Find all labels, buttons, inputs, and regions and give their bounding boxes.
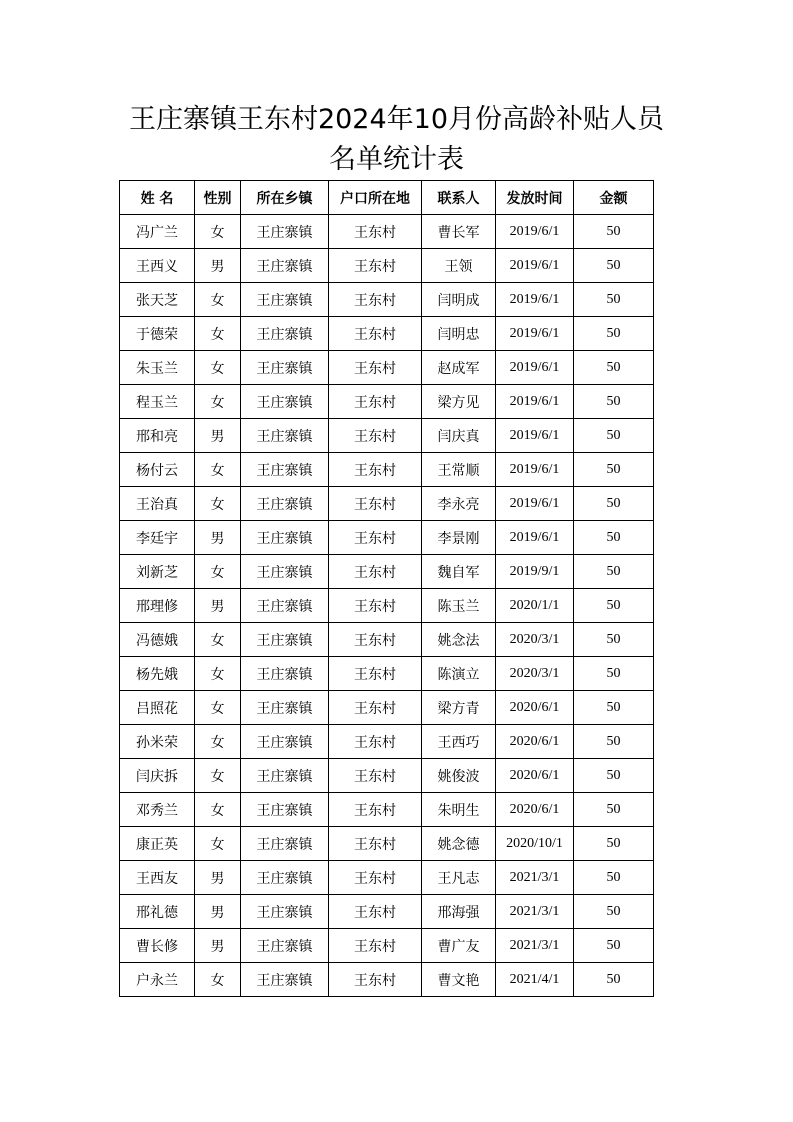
cell-household-registration: 王东村: [329, 827, 422, 861]
cell-amount: 50: [574, 453, 654, 487]
document-title-line-1: 王庄寨镇王东村2024年10月份高龄补贴人员: [128, 104, 665, 135]
cell-amount: 50: [574, 657, 654, 691]
cell-name: 王治真: [120, 487, 195, 521]
cell-contact: 曹文艳: [422, 963, 496, 997]
cell-issue-date: 2021/3/1: [496, 861, 574, 895]
cell-issue-date: 2021/3/1: [496, 929, 574, 963]
cell-contact: 邢海强: [422, 895, 496, 929]
cell-issue-date: 2019/6/1: [496, 317, 574, 351]
cell-contact: 曹广友: [422, 929, 496, 963]
table-row: [120, 419, 654, 453]
cell-contact: 梁方见: [422, 385, 496, 419]
cell-amount: 50: [574, 623, 654, 657]
cell-gender: 女: [195, 759, 241, 793]
cell-township: 王庄寨镇: [241, 929, 329, 963]
cell-amount: 50: [574, 215, 654, 249]
cell-name: 闫庆拆: [120, 759, 195, 793]
cell-contact: 梁方青: [422, 691, 496, 725]
cell-township: 王庄寨镇: [241, 521, 329, 555]
header-contact: 联系人: [422, 181, 496, 215]
cell-gender: 男: [195, 521, 241, 555]
cell-amount: 50: [574, 725, 654, 759]
cell-amount: 50: [574, 555, 654, 589]
cell-township: 王庄寨镇: [241, 895, 329, 929]
table-row: [120, 929, 654, 963]
cell-amount: 50: [574, 827, 654, 861]
cell-issue-date: 2019/6/1: [496, 351, 574, 385]
cell-household-registration: 王东村: [329, 691, 422, 725]
cell-name: 邢理修: [120, 589, 195, 623]
cell-gender: 女: [195, 963, 241, 997]
cell-contact: 姚俊波: [422, 759, 496, 793]
cell-amount: 50: [574, 589, 654, 623]
cell-issue-date: 2019/6/1: [496, 453, 574, 487]
cell-contact: 闫明成: [422, 283, 496, 317]
cell-name: 程玉兰: [120, 385, 195, 419]
cell-contact: 陈演立: [422, 657, 496, 691]
subsidy-roster-table: [119, 180, 654, 997]
cell-gender: 女: [195, 215, 241, 249]
cell-township: 王庄寨镇: [241, 827, 329, 861]
table-row: [120, 895, 654, 929]
cell-contact: 姚念法: [422, 623, 496, 657]
cell-township: 王庄寨镇: [241, 759, 329, 793]
table-row: [120, 793, 654, 827]
cell-gender: 女: [195, 555, 241, 589]
cell-township: 王庄寨镇: [241, 453, 329, 487]
cell-name: 邓秀兰: [120, 793, 195, 827]
header-township: 所在乡镇: [241, 181, 329, 215]
cell-contact: 李永亮: [422, 487, 496, 521]
cell-issue-date: 2020/3/1: [496, 657, 574, 691]
cell-issue-date: 2019/6/1: [496, 521, 574, 555]
cell-name: 康正英: [120, 827, 195, 861]
cell-gender: 女: [195, 793, 241, 827]
cell-household-registration: 王东村: [329, 419, 422, 453]
table-row: [120, 725, 654, 759]
cell-gender: 女: [195, 317, 241, 351]
cell-gender: 女: [195, 657, 241, 691]
cell-name: 邢和亮: [120, 419, 195, 453]
cell-township: 王庄寨镇: [241, 725, 329, 759]
cell-household-registration: 王东村: [329, 453, 422, 487]
cell-contact: 王西巧: [422, 725, 496, 759]
cell-name: 孙米荣: [120, 725, 195, 759]
cell-amount: 50: [574, 793, 654, 827]
cell-township: 王庄寨镇: [241, 215, 329, 249]
table-row: [120, 487, 654, 521]
cell-township: 王庄寨镇: [241, 419, 329, 453]
cell-township: 王庄寨镇: [241, 691, 329, 725]
cell-gender: 女: [195, 725, 241, 759]
table-row: [120, 861, 654, 895]
cell-contact: 朱明生: [422, 793, 496, 827]
cell-contact: 陈玉兰: [422, 589, 496, 623]
cell-township: 王庄寨镇: [241, 317, 329, 351]
cell-contact: 魏自军: [422, 555, 496, 589]
cell-issue-date: 2019/6/1: [496, 419, 574, 453]
table-row: [120, 283, 654, 317]
cell-township: 王庄寨镇: [241, 657, 329, 691]
cell-name: 李廷宇: [120, 521, 195, 555]
cell-issue-date: 2019/9/1: [496, 555, 574, 589]
cell-household-registration: 王东村: [329, 725, 422, 759]
cell-township: 王庄寨镇: [241, 283, 329, 317]
cell-amount: 50: [574, 317, 654, 351]
cell-amount: 50: [574, 385, 654, 419]
cell-township: 王庄寨镇: [241, 589, 329, 623]
cell-issue-date: 2020/6/1: [496, 691, 574, 725]
cell-issue-date: 2020/6/1: [496, 725, 574, 759]
cell-contact: 李景刚: [422, 521, 496, 555]
cell-issue-date: 2020/3/1: [496, 623, 574, 657]
cell-household-registration: 王东村: [329, 317, 422, 351]
cell-gender: 女: [195, 623, 241, 657]
cell-contact: 王凡志: [422, 861, 496, 895]
cell-gender: 女: [195, 283, 241, 317]
cell-contact: 闫明忠: [422, 317, 496, 351]
cell-gender: 男: [195, 895, 241, 929]
table-row: [120, 589, 654, 623]
cell-contact: 闫庆真: [422, 419, 496, 453]
header-amount: 金额: [574, 181, 654, 215]
cell-household-registration: 王东村: [329, 793, 422, 827]
header-gender: 性别: [195, 181, 241, 215]
cell-household-registration: 王东村: [329, 963, 422, 997]
cell-household-registration: 王东村: [329, 589, 422, 623]
cell-name: 于德荣: [120, 317, 195, 351]
cell-amount: 50: [574, 521, 654, 555]
cell-gender: 女: [195, 487, 241, 521]
cell-name: 杨付云: [120, 453, 195, 487]
cell-issue-date: 2019/6/1: [496, 385, 574, 419]
table-row: [120, 215, 654, 249]
cell-issue-date: 2020/6/1: [496, 759, 574, 793]
table-row: [120, 963, 654, 997]
cell-gender: 男: [195, 929, 241, 963]
table-row: [120, 657, 654, 691]
table-row: [120, 827, 654, 861]
table-row: [120, 759, 654, 793]
cell-name: 吕照花: [120, 691, 195, 725]
cell-township: 王庄寨镇: [241, 487, 329, 521]
table-row: [120, 385, 654, 419]
table-row: [120, 453, 654, 487]
cell-household-registration: 王东村: [329, 385, 422, 419]
cell-township: 王庄寨镇: [241, 351, 329, 385]
cell-contact: 姚念德: [422, 827, 496, 861]
cell-township: 王庄寨镇: [241, 623, 329, 657]
cell-issue-date: 2019/6/1: [496, 249, 574, 283]
table-row: [120, 691, 654, 725]
cell-amount: 50: [574, 929, 654, 963]
header-name: 姓 名: [120, 181, 195, 215]
cell-gender: 男: [195, 589, 241, 623]
cell-household-registration: 王东村: [329, 623, 422, 657]
cell-name: 朱玉兰: [120, 351, 195, 385]
cell-household-registration: 王东村: [329, 215, 422, 249]
cell-amount: 50: [574, 283, 654, 317]
cell-household-registration: 王东村: [329, 929, 422, 963]
cell-name: 王西友: [120, 861, 195, 895]
cell-township: 王庄寨镇: [241, 555, 329, 589]
cell-gender: 女: [195, 453, 241, 487]
table-row: [120, 555, 654, 589]
cell-contact: 王领: [422, 249, 496, 283]
cell-township: 王庄寨镇: [241, 963, 329, 997]
cell-township: 王庄寨镇: [241, 249, 329, 283]
cell-household-registration: 王东村: [329, 283, 422, 317]
cell-amount: 50: [574, 249, 654, 283]
cell-name: 杨先娥: [120, 657, 195, 691]
cell-gender: 女: [195, 691, 241, 725]
cell-name: 王西义: [120, 249, 195, 283]
cell-gender: 女: [195, 351, 241, 385]
header-issue-date: 发放时间: [496, 181, 574, 215]
cell-amount: 50: [574, 691, 654, 725]
cell-household-registration: 王东村: [329, 895, 422, 929]
cell-name: 户永兰: [120, 963, 195, 997]
cell-household-registration: 王东村: [329, 555, 422, 589]
table-row: [120, 249, 654, 283]
cell-issue-date: 2020/1/1: [496, 589, 574, 623]
cell-household-registration: 王东村: [329, 657, 422, 691]
cell-gender: 男: [195, 861, 241, 895]
cell-name: 冯德娥: [120, 623, 195, 657]
cell-issue-date: 2019/6/1: [496, 283, 574, 317]
table-row: [120, 521, 654, 555]
cell-gender: 女: [195, 827, 241, 861]
table-header-row: [120, 181, 654, 215]
cell-contact: 王常顺: [422, 453, 496, 487]
cell-township: 王庄寨镇: [241, 793, 329, 827]
cell-name: 邢礼德: [120, 895, 195, 929]
cell-issue-date: 2021/3/1: [496, 895, 574, 929]
header-household-registration: 户口所在地: [329, 181, 422, 215]
table-row: [120, 317, 654, 351]
table-row: [120, 623, 654, 657]
cell-name: 冯广兰: [120, 215, 195, 249]
cell-household-registration: 王东村: [329, 351, 422, 385]
cell-issue-date: 2019/6/1: [496, 215, 574, 249]
cell-household-registration: 王东村: [329, 861, 422, 895]
cell-township: 王庄寨镇: [241, 385, 329, 419]
cell-household-registration: 王东村: [329, 249, 422, 283]
cell-household-registration: 王东村: [329, 521, 422, 555]
cell-issue-date: 2019/6/1: [496, 487, 574, 521]
cell-household-registration: 王东村: [329, 759, 422, 793]
cell-township: 王庄寨镇: [241, 861, 329, 895]
table-body: [120, 215, 654, 997]
cell-issue-date: 2020/10/1: [496, 827, 574, 861]
cell-amount: 50: [574, 759, 654, 793]
cell-amount: 50: [574, 487, 654, 521]
cell-issue-date: 2020/6/1: [496, 793, 574, 827]
cell-amount: 50: [574, 351, 654, 385]
cell-gender: 男: [195, 249, 241, 283]
document-title-line-2: 名单统计表: [329, 144, 464, 175]
cell-amount: 50: [574, 895, 654, 929]
table-row: [120, 351, 654, 385]
cell-contact: 曹长军: [422, 215, 496, 249]
cell-household-registration: 王东村: [329, 487, 422, 521]
cell-amount: 50: [574, 419, 654, 453]
cell-contact: 赵成军: [422, 351, 496, 385]
cell-issue-date: 2021/4/1: [496, 963, 574, 997]
cell-name: 曹长修: [120, 929, 195, 963]
cell-gender: 男: [195, 419, 241, 453]
cell-name: 张天芝: [120, 283, 195, 317]
cell-gender: 女: [195, 385, 241, 419]
cell-amount: 50: [574, 861, 654, 895]
cell-name: 刘新芝: [120, 555, 195, 589]
cell-amount: 50: [574, 963, 654, 997]
